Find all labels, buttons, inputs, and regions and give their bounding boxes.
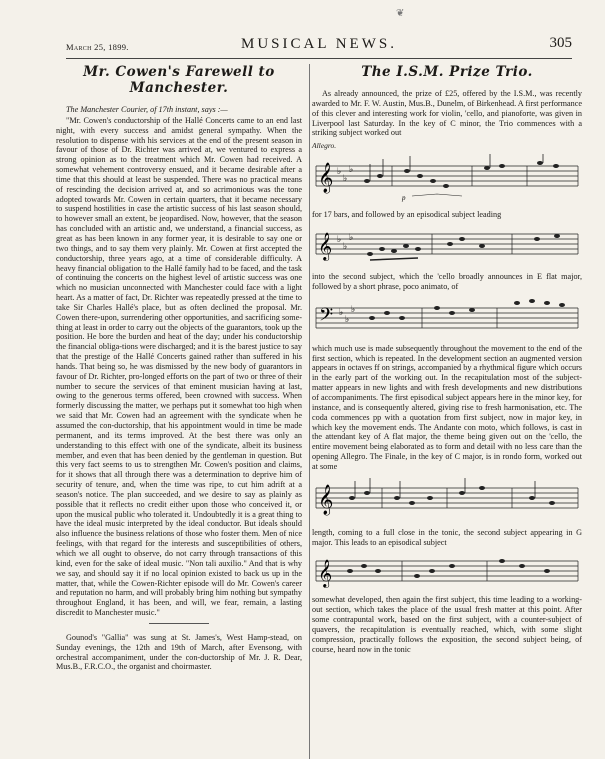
svg-text:♭: ♭ [343, 173, 348, 184]
column-rule [309, 64, 310, 759]
music-example-5 [312, 551, 582, 589]
trio-paragraph-4: which much use is made subsequently throughout the movement to the end of the first section, which is repeated. In the development section an augmented version appears in octaves ff on strings, accompanied by a rhythmical figure which occurs in the early part of the working out. In the recapitulation most of the subject-matter appears in new lights and with fresh developments and new distributions of accompaniments. The first episodical subject appears here in the minor key, for instance, and is consequently altered, giving rise to fresh harmonisation, etc. The coda commences pp with a quotation from first subject, now in major key, in which key the movement ends. The Andante con moto, which follows, is cast in the attendant key of A flat major, the theme being given out on the 'cello, the entire movement being elaborated as to form and detail with no less care than the opening Allegro. The Finale, in the key of C major, is in rondo form, worked out at some [312, 343, 582, 471]
article-title-trio: The I.S.M. Prize Trio. [361, 64, 533, 80]
treble-clef-icon: 𝄞 [318, 163, 334, 193]
article-source: The Manchester Courier, of 17th instant, says :— [66, 105, 228, 114]
svg-text:𝄞: 𝄞 [318, 234, 333, 261]
svg-text:♭: ♭ [339, 306, 344, 317]
article-title-cowen: Mr. Cowen's Farewell to Manchester. [83, 64, 275, 96]
svg-text:♭: ♭ [349, 164, 354, 175]
music-example-1 [312, 154, 582, 204]
trio-paragraph-5: length, coming to a full close in the tonic, the second subject appearing in G major. This leads to an episodical subject [312, 527, 582, 547]
article-body-cowen: "Mr. Cowen's conductorship of the Hallé Concerts came to an end last night, with every success and amidst general sympathy. When the resolution to dispense with his services at the end of the present season in favour of those of Dr. Richter was arrived at, we ventured to express a strong opinion as to the treatment which Mr. Cowen had received. A somewhat vehement controversy ensued, and it became desirable after a time that this should at least be suspended. There was no practical means of rescinding the decision arrived at, and so acrimonious was the tone adopted towards Mr. Cowen in certain quarters, that it became necessary to suspend hostilities in case the artistic success of his last season should, to however small an extent, be jeopardised. Now, however, that the season has concluded with an artistic and, we understand, a financial success, as great as has been known in any former year, it is desirable to say one or two things, and to say them very plainly. Mr. Cowen at first accepted the conductorship, three years ago, at a time of considerable difficulty. A heavy financial obligation to the Hallé family had to be faced, and the task of continuing the concerts on the highest level of artistic success was one which no musician unconnected with Manchester could face with a light heart. As a matter of fact, Dr. Richter was repeatedly pressed at the time to take Sir Charles Hallé's place, but as often declined the proposal. Mr. Cowen there-upon, surrendering other opportunities, and sacrificing some-thing at least in order to carry out the objects of the guarantors, took up the position. He bore the burden and heat of the day; under his conductorship the financial obliga-tions were discharged; and it is the barest justice to say that the prestige of the Hallé Concerts gained rather than suffered in his hands. That being so, he was dismissed by the new body of guarantors in favour of Dr. Richter, pro-longed efforts on the part of two or three of their number to secure the services of that eminent musician having at last, owing to the generous terms offered, been crowned with success. When formerly discussing the matter, we perhaps put it somewhat too high when we said that Mr. Cowen had an agreement with the syndicate when he assumed the con-ductorship, that his appointment would in time be made permanent, and its terms improved. At the best there was only an understanding to this effect with one of the syndicate, albeit its business member, and even that has been denied by the gentleman in question. But this very fact seems to us to strengthen Mr. Cowen's position and claims, for it shows that all through there was a determination to deprive him of security of tenure, and, when the time was ripe, to cut him adrift at a season's notice. The plan succeeded, and we desire to say as plainly as possible that it reflects no credit either upon those who conceived it, or upon the musical public who tolerated it. Undoubtedly it is a great thing to have the ideal music interpreted by the ideal conductor. But ideals should also influence the business relations of those who foster them. Men of nice feelings, with that regard for the interests and susceptibilities of others, which we all ought to observe, do not carry through transactions of this kind, even for the sake of ideal music. "Non tali auxilio." And that is why we say, and should say it if no local opinion existed to back us up in the matter, that, while the Cowen-Richter episode will do Mr. Cowen's career and reputation no harm, and will probably bring him nothing but sympathy throughout England, it has been, and will, we fear, remain, a lasting discredit to Manchester music." [56, 115, 302, 618]
left-column [56, 64, 302, 672]
journal-title: MUSICAL NEWS. [241, 36, 397, 52]
page-number: 305 [549, 35, 572, 51]
tempo-marking: Allegro. [312, 141, 337, 151]
music-example-4 [312, 476, 582, 522]
trio-paragraph-2: for 17 bars, and followed by an episodical subject leading [312, 210, 502, 220]
page-header [66, 34, 572, 56]
svg-text:♭: ♭ [345, 313, 350, 324]
svg-text:♭: ♭ [351, 303, 356, 314]
svg-text:♭: ♭ [343, 241, 348, 252]
issue-date: March 25, 1899. [66, 42, 129, 52]
svg-text:♭: ♭ [337, 166, 342, 177]
fleuron-icon: ❦ [396, 8, 405, 19]
svg-text:p: p [402, 194, 406, 203]
svg-text:♭: ♭ [349, 232, 354, 243]
music-example-3 [312, 296, 582, 338]
trio-paragraph-6: somewhat developed, then again the first subject, this time leading to a working-out section, which takes the place of the usual fresh matter at this point. After some contrapuntal work, based on the first subject, with a counter-subject of quavers, the recapitulation is eventually reached, which, with some slight compression, practically follows the exposition, the second subject being, of course, heard now in the tonic [312, 595, 582, 654]
gounod-note: Gounod's "Gallia" was sung at St. James's, West Hamp-stead, on Sunday evenings, the 12th and 19th of March, after Evensong, with orchestral accompaniment, under the con-ductorship of Mr. J. R. Dear, Mus.B., F.R.C.O., the organist and choirmaster. [56, 632, 302, 672]
svg-text:♭: ♭ [337, 234, 342, 245]
header-rule [66, 58, 572, 59]
music-example-2 [312, 224, 582, 266]
bass-clef-icon: 𝄢 [319, 303, 334, 329]
trio-paragraph-1: As already announced, the prize of £25, offered by the I.S.M., was recently awarded to Mr. F. W. Austin, Mus.B., Dunelm, of Birkenhead. A first performance of this clever and interesting work for violin, 'cello, and pianoforte, was given in Liverpool last Saturday. In the key of C minor, the Trio commences with a striking subject worked out [312, 89, 582, 138]
svg-text:𝄞: 𝄞 [318, 561, 333, 588]
article-separator [149, 623, 209, 624]
right-column [312, 64, 582, 654]
svg-text:𝄞: 𝄞 [318, 484, 334, 514]
trio-paragraph-3: into the second subject, which the 'cello broadly announces in E flat major, followed by a short phrase, poco animato, of [312, 272, 582, 291]
